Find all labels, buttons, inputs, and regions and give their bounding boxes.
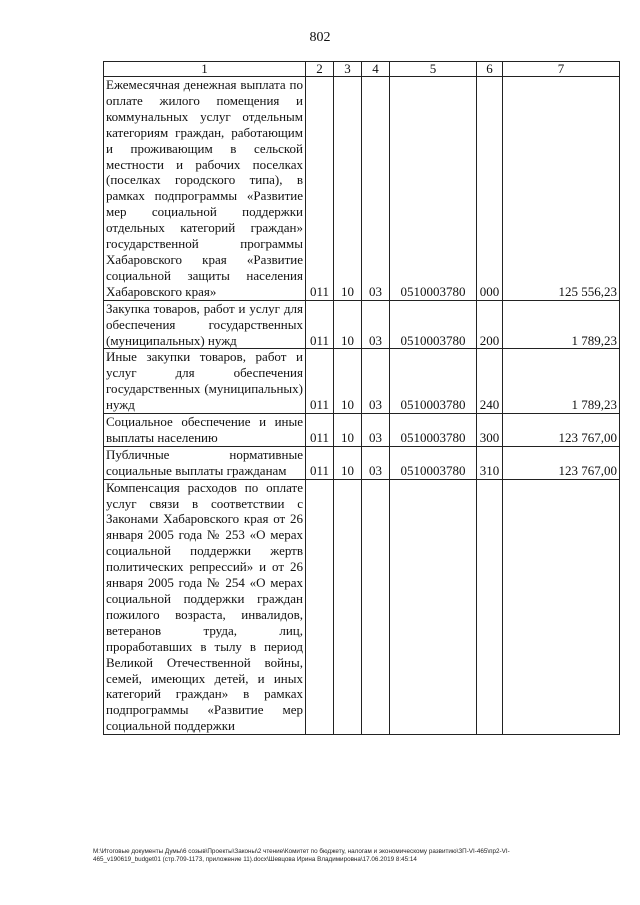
row-ministry-code: 011	[306, 349, 334, 414]
budget-table	[103, 61, 620, 735]
row-amount: 123 767,00	[503, 446, 620, 479]
header-col-2: 2	[306, 62, 334, 77]
row-name: Закупка товаров, работ и услуг для обеспечения государственных (муниципальных) нужд	[104, 300, 306, 349]
row-target-code	[390, 479, 477, 735]
footer-line-1: M:\Итоговые документы Думы\6 созыв\Проекты\Законы\2 чтение\Комитет по бюджету, налогам и экономическому развитию\ЗП-VI-465\пр2-VI-	[93, 848, 510, 855]
row-amount	[503, 479, 620, 735]
table-row	[104, 479, 620, 735]
row-subsection-code: 03	[362, 446, 390, 479]
row-expense-type: 000	[477, 77, 503, 301]
row-ministry-code: 011	[306, 414, 334, 447]
row-ministry-code: 011	[306, 300, 334, 349]
header-col-6: 6	[477, 62, 503, 77]
row-name: Социальное обеспечение и иные выплаты населению	[104, 414, 306, 447]
row-name: Иные закупки товаров, работ и услуг для обеспечения государственных (муниципальных) нужд	[104, 349, 306, 414]
table-row	[104, 349, 620, 414]
row-section-code: 10	[334, 77, 362, 301]
table-header-row	[104, 62, 620, 77]
row-amount: 1 789,23	[503, 300, 620, 349]
table-row	[104, 77, 620, 301]
row-expense-type	[477, 479, 503, 735]
table-row	[104, 414, 620, 447]
row-section-code: 10	[334, 446, 362, 479]
row-amount: 125 556,23	[503, 77, 620, 301]
header-col-7: 7	[503, 62, 620, 77]
row-expense-type: 310	[477, 446, 503, 479]
row-target-code: 0510003780	[390, 300, 477, 349]
row-section-code	[334, 479, 362, 735]
row-section-code: 10	[334, 414, 362, 447]
row-target-code: 0510003780	[390, 349, 477, 414]
row-name: Компенсация расходов по оплате услуг связи в соответствии с Законами Хабаровского края от 26 января 2005 года № 253 «О мерах социальной поддержки жертв политических репрессий» и от 26 января 2005 года № 254 «О мерах социальной поддержки граждан пожилого возраста, инвалидов, ветеранов труда, лиц, проработавших в тылу в период Великой Отечественной войны, семей, имеющих детей, и иных категорий граждан» в рамках подпрограммы «Развитие мер социальной поддержки	[104, 479, 306, 735]
row-ministry-code	[306, 479, 334, 735]
row-expense-type: 240	[477, 349, 503, 414]
row-subsection-code: 03	[362, 349, 390, 414]
row-target-code: 0510003780	[390, 446, 477, 479]
header-col-4: 4	[362, 62, 390, 77]
row-expense-type: 200	[477, 300, 503, 349]
row-subsection-code: 03	[362, 77, 390, 301]
table-row	[104, 300, 620, 349]
header-col-3: 3	[334, 62, 362, 77]
row-amount: 123 767,00	[503, 414, 620, 447]
row-section-code: 10	[334, 300, 362, 349]
header-col-5: 5	[390, 62, 477, 77]
row-target-code: 0510003780	[390, 414, 477, 447]
page-number: 802	[309, 30, 331, 45]
row-subsection-code	[362, 479, 390, 735]
row-name: Публичные нормативные социальные выплаты гражданам	[104, 446, 306, 479]
row-subsection-code: 03	[362, 300, 390, 349]
document-footer-path	[93, 848, 618, 864]
table-row	[104, 446, 620, 479]
row-section-code: 10	[334, 349, 362, 414]
row-subsection-code: 03	[362, 414, 390, 447]
row-ministry-code: 011	[306, 446, 334, 479]
row-amount: 1 789,23	[503, 349, 620, 414]
header-col-1: 1	[104, 62, 306, 77]
row-target-code: 0510003780	[390, 77, 477, 301]
row-ministry-code: 011	[306, 77, 334, 301]
row-name: Ежемесячная денежная выплата по оплате жилого помещения и коммунальных услуг отдельным категориям граждан, работающим и проживающим в сельской местности и рабочих поселках (поселках городского типа), в рамках подпрограммы «Развитие мер социальной поддержки отдельных категорий граждан» государственной программы Хабаровского края «Развитие социальной защиты населения Хабаровского края»	[104, 77, 306, 301]
footer-line-2: 465_v190619_budget01 (стр.709-1173, приложение 11).docx\Шевцова Ирина Владимировна\17.06.2019 8:45:14	[93, 856, 417, 863]
row-expense-type: 300	[477, 414, 503, 447]
